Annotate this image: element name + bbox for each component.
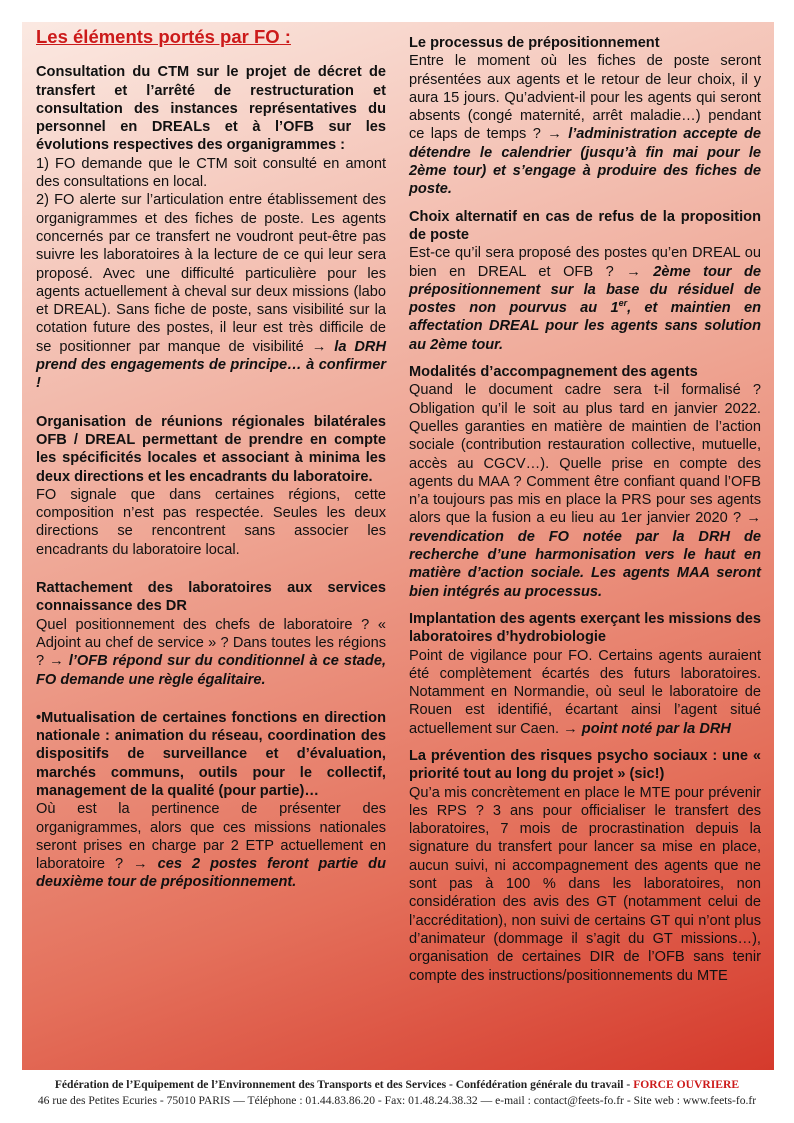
section-title: Choix alternatif en cas de refus de la proposition de poste — [409, 208, 761, 243]
right-column — [409, 34, 761, 994]
section-title: Modalités d’accompagnement des agents — [409, 364, 698, 381]
paragraph — [36, 191, 386, 392]
paragraph: FO signale que dans certaines régions, cette composition n’est pas respectée. Seules les deux directions se rencontrent sans associer les encadrants du laboratoire local. — [36, 486, 386, 558]
section-title: Implantation des agents exerçant les missions des laboratoires d’hydrobiologie — [409, 610, 761, 646]
page-title-colon: : — [279, 26, 291, 47]
section-alternative-choice — [409, 208, 761, 354]
section-title: La prévention des risques psycho sociaux : une « priorité tout au long du projet » (sic!) — [409, 747, 761, 783]
paragraph-text: 2) FO alerte sur l’articulation entre établissement des organigrammes et des fiches de poste. Les agents concernés par ce transfert ne voudront peut-être pas suivre les laboratoires à la lecture de ce qui leur sera proposé. Avec une difficulté particulière pour les agents actuellement à cheval sur deux missions (labo et DREAL). Sans fiche de poste, sans visibilité sur la cotation future des postes, il leur est très difficile de se positionner par manque de visibilité — [36, 192, 386, 355]
arrow-icon: → — [540, 126, 569, 143]
paragraph-text: Point de vigilance pour FO. Certains agents auraient été complètement écartés des futurs laboratoires. Notamment en Normandie, où seul le laboratoire de Rouen est identifié, écartant ainsi l’agent situé actuellement sur Caen. — [409, 647, 761, 737]
section-regional-meetings — [36, 413, 386, 559]
arrow-icon: → — [123, 856, 158, 873]
paragraph-text: Où est la pertinence de présenter des organigrammes, alors que ces missions nationales seront prises en charge par 2 ETP actuellement en laboratoire ? — [36, 801, 386, 873]
emphasis-text: point noté par la DRH — [581, 720, 731, 737]
superscript: er — [618, 298, 628, 309]
footer-federation-line — [20, 1078, 774, 1091]
section-psychosocial-risks — [409, 747, 761, 985]
footer — [20, 1078, 774, 1107]
section-title: Rattachement des laboratoires aux services connaissance des DR — [36, 580, 386, 615]
page-title — [36, 28, 386, 46]
section-title: Le processus de prépositionnement — [409, 35, 660, 51]
footer-union-name: FORCE OUVRIERE — [633, 1078, 740, 1091]
left-column — [36, 22, 386, 912]
arrow-icon: → — [559, 720, 582, 737]
emphasis-text: , et maintien en affectation DREAL pour les agents sans solution au 2ème tour. — [409, 300, 761, 353]
emphasis-text: 2ème tour de prépositionnement sur la base du résiduel de postes non pourvus au 1 — [409, 263, 761, 317]
emphasis-text: ces 2 postes feront partie du deuxième tour de prépositionnement. — [36, 856, 386, 891]
arrow-icon: → — [613, 263, 654, 280]
content-panel — [22, 22, 774, 1070]
arrow-icon: → — [741, 510, 761, 527]
paragraph — [409, 52, 761, 198]
paragraph-text: Quand le document cadre sera t-il formalisé ? Obligation qu’il le soit au plus tard en janvier 2022. Quelles garanties en matière de maintien de l’action sociale (contribution restauration collective, mutuelle, accès au CGCV…). Quelle prise en compte des agents du MAA ? Comment être confiant quand l’OFB n’a toujours pas mis en place la PRS pour ses agents alors que la fusion a eu lieu au 1er janvier 2020 ? — [409, 382, 761, 527]
paragraph-text: Entre le moment où les fiches de poste seront présentées aux agents et le retour de leur choix, il y aura 15 jours. Qu’advient-il pour les agents qui seront absents (congé maternité, arrêt maladie…) pendant ce laps de temps ? — [409, 53, 761, 143]
section-ctm-consultation — [36, 63, 386, 392]
paragraph — [36, 800, 386, 891]
section-title: •Mutualisation de certaines fonctions en direction nationale : animation du réseau, coordination des dispositifs de surveillance et d’évaluation, marchés communs, outils pour le collectif, management de la qualité (pour partie)… — [36, 709, 386, 799]
emphasis-text: la DRH prend des engagements de principe… à confirmer ! — [36, 338, 387, 392]
section-prepositioning — [409, 34, 761, 199]
section-mutualisation — [36, 709, 386, 892]
footer-federation-text: Fédération de l’Equipement de l’Environnement des Transports et des Services - Confédération générale du travail - — [54, 1078, 634, 1091]
paragraph-text: Quel positionnement des chefs de laboratoire ? « Adjoint au chef de service » ? Dans toutes les régions ? — [36, 616, 386, 670]
section-lab-attachment — [36, 579, 386, 689]
paragraph — [409, 244, 761, 354]
emphasis-text: l’administration accepte de détendre le calendrier (jusqu’à fin mai pour le 2ème tour) et s’engage à produire des fiches de poste. — [409, 126, 762, 198]
emphasis-text: revendication de FO notée par la DRH de recherche d’une harmonisation vers le haut en matière d’action sociale. Les agents MAA seront bien intégrés au processus. — [409, 528, 761, 600]
paragraph-text: Est-ce qu’il sera proposé des postes qu’en DREAL ou bien en DREAL et OFB ? — [409, 245, 761, 280]
section-support-modalities — [409, 363, 761, 601]
page-title-text: Les éléments portés par FO — [36, 26, 280, 47]
paragraph — [409, 381, 761, 601]
section-title: Organisation de réunions régionales bilatérales OFB / DREAL permettant de prendre en compte les spécificités locales et associant à minima les deux directions et les encadrants du laboratoire. — [36, 413, 386, 485]
paragraph: 1) FO demande que le CTM soit consulté en amont des consultations en local. — [36, 155, 386, 191]
paragraph — [409, 647, 761, 738]
section-title: Consultation du CTM sur le projet de décret de transfert et l’arrêté de restructuration et consultation des instances représentatives du personnel en DREALs et à l’OFB sur les évolutions respectives des organigrammes : — [36, 64, 386, 154]
arrow-icon: → — [44, 653, 69, 670]
arrow-icon: → — [303, 338, 335, 355]
footer-contact-line: 46 rue des Petites Ecuries - 75010 PARIS — Téléphone : 01.44.83.86.20 - Fax: 01.48.24.38.32 — e-mail : contact@feets-fo.fr - Site web : www.feets-fo.fr — [37, 1094, 757, 1107]
emphasis-text: l’OFB répond sur du conditionnel à ce stade, FO demande une règle égalitaire. — [36, 653, 387, 688]
paragraph — [36, 616, 386, 689]
paragraph: Qu’a mis concrètement en place le MTE pour prévenir les RPS ? 3 ans pour officialiser le transfert des laboratoires, 7 mois de procrastination depuis la signature du transfert pour lancer sa mise en place, aucun suivi, ni accompagnement des agents que ne sont pas à 100 % dans les laboratoires, non considération des avis des GT (notamment celui de l’accréditation), non suivi de certains GT qui n’ont plus d’animateur (dommage il s’agit du GT missions…), organisation de certaines DIR de l’OFB sans tenir compte des instructions/positionnements du MTE — [409, 784, 761, 984]
section-hydrobiology-agents — [409, 610, 761, 738]
